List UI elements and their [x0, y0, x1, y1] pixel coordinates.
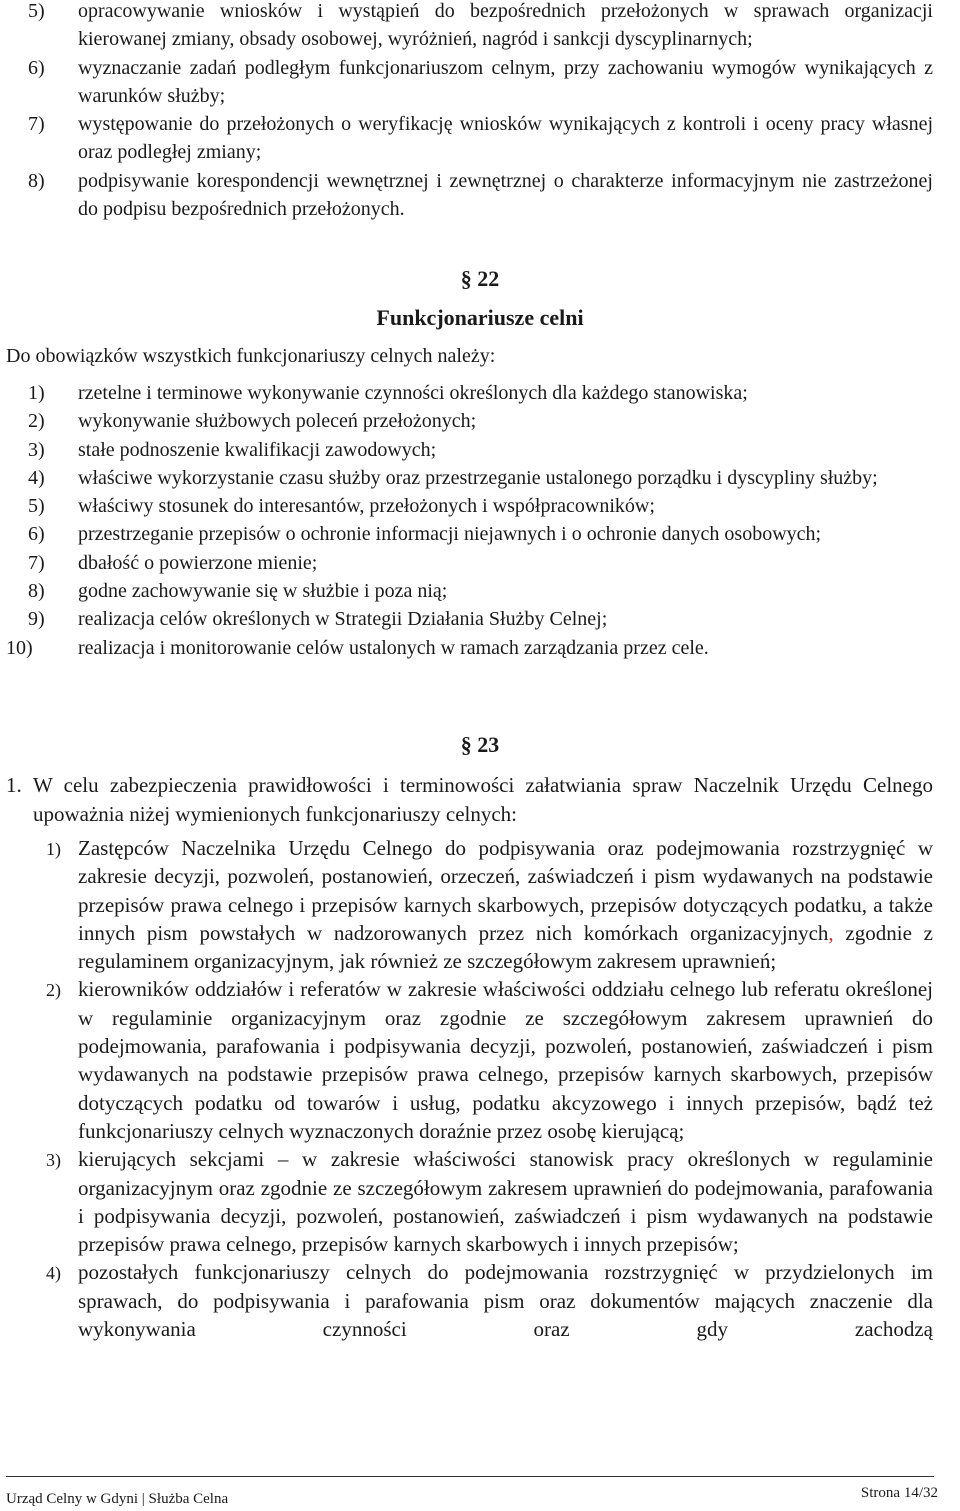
item-text: kierujących sekcjami – w zakresie właściwości stanowisk pracy określonych w regulaminie organizacyjnym oraz zgodnie ze szczegółowym zakresem uprawnień do podejmowania, parafowania i podpisywania decyzji, pozwoleń, postanowień, zaświadczeń i pism wydawanych na podstawie przepisów prawa celnego, przepisów karnych skarbowych i innych przepisów; — [78, 1147, 933, 1257]
item-text: realizacja celów określonych w Strategii Działania Służby Celnej; — [78, 608, 608, 631]
item-number: 6) — [28, 56, 45, 79]
list-item — [0, 436, 960, 464]
item-number: 2) — [46, 980, 61, 1001]
page-number: Strona 14/32 — [860, 1485, 938, 1501]
numbered-paragraph — [0, 771, 960, 829]
item-text: wyznaczanie zadań podległym funkcjonariuszom celnym, przy zachowaniu wymogów wynikających z warunków służby; — [78, 56, 933, 107]
list-item — [0, 379, 960, 407]
list-item — [0, 549, 960, 577]
section-22-intro: Do obowiązków wszystkich funkcjonariuszy celnych należy: — [6, 345, 496, 367]
list-top — [0, 0, 960, 223]
item-text: stałe podnoszenie kwalifikacji zawodowych; — [78, 438, 437, 461]
item-number: 5) — [28, 495, 45, 518]
item-text: realizacja i monitorowanie celów ustalonych w ramach zarządzania przez cele. — [78, 636, 709, 659]
item-number: 5) — [28, 0, 45, 22]
section-23-paragraph — [0, 771, 960, 829]
list-item — [0, 1145, 960, 1258]
list-item — [0, 464, 960, 492]
item-text: Zastępców Naczelnika Urzędu Celnego do podpisywania oraz podejmowania rozstrzygnięć w zakresie decyzji, pozwoleń, postanowień, orzeczeń, zaświadczeń i pism wydawanych na podstawie przepisów prawa celnego i przepisów karnych skarbowych, przepisów dotyczących podatku, a także innych pism powstałych w nadzorowanych przez nich komórkach organizacyjnych — [78, 836, 933, 945]
item-number: 1) — [46, 839, 61, 859]
section-22-title: Funkcjonariusze celni — [376, 305, 584, 330]
item-number: 1) — [28, 382, 45, 404]
item-text: dbałość o powierzone mienie; — [78, 551, 318, 574]
item-number: 10) — [6, 636, 33, 659]
item-number: 6) — [28, 523, 45, 546]
item-number: 8) — [28, 580, 45, 603]
item-number: 2) — [28, 410, 45, 433]
item-number: 7) — [28, 551, 45, 574]
list-section-23 — [0, 834, 960, 1343]
item-number: 7) — [28, 113, 45, 136]
item-text: pozostałych funkcjonariuszy celnych do podejmowania rozstrzygnięć w przydzielonych im sprawach, do podpisywania i parafowania pism oraz dokumentów mających znaczenie dla wykonywania czynności oraz gdy zachodzą — [78, 1260, 933, 1342]
item-text: opracowywanie wniosków i wystąpień do bezpośrednich przełożonych w sprawach organizacji kierowanej zmiany, obsady osobowej, wyróżnień, nagród i sankcji dyscyplinarnych; — [78, 0, 933, 51]
footer-office: Urząd Celny w Gdyni | Służba Celna — [6, 1491, 229, 1507]
item-text: wykonywanie służbowych poleceń przełożonych; — [78, 410, 477, 433]
item-text: kierowników oddziałów i referatów w zakresie właściwości oddziału celnego lub referatu określonej w regulaminie organizacyjnym oraz zgodnie ze szczegółowym zakresem uprawnień do podejmowania, parafowania i podpisywania decyzji, pozwoleń, postanowień, zaświadczeń i pism wydawanych na podstawie przepisów prawa celnego, przepisów karnych skarbowych, przepisów dotyczących podatku od towarów i usług, podatku akcyzowego i innych przepisów, bądź też funkcjonariuszy celnych wyznaczonych doraźnie przez osobę kierującą; — [78, 977, 933, 1143]
item-text: właściwe wykorzystanie czasu służby oraz przestrzeganie ustalonego porządku i dyscypliny służby; — [78, 466, 878, 489]
page-footer — [6, 1476, 938, 1507]
list-item — [0, 577, 960, 605]
list-item — [0, 520, 960, 548]
list-item — [0, 1258, 960, 1343]
list-item — [0, 167, 960, 224]
item-text: rzetelne i terminowe wykonywanie czynności określonych dla każdego stanowiska; — [78, 382, 748, 404]
paragraph-text: W celu zabezpieczenia prawidłowości i terminowości załatwiania spraw Naczelnik Urzędu Celnego upoważnia niżej wymienionych funkcjonariuszy celnych: — [33, 773, 933, 826]
list-item — [0, 54, 960, 111]
item-text-continued: zgodnie z regulaminem organizacyjnym, jak również ze szczegółowym zakresem uprawnień; — [78, 920, 933, 974]
list-section-22 — [0, 379, 960, 662]
highlighted-comma: , — [828, 920, 834, 945]
item-number: 3) — [46, 1150, 61, 1171]
item-number: 8) — [28, 169, 45, 192]
list-item — [0, 605, 960, 633]
item-text: podpisywanie korespondencji wewnętrznej i zewnętrznej o charakterze informacyjnym nie zastrzeżonej do podpisu bezpośrednich przełożonych. — [78, 169, 933, 221]
section-22-mark: § 22 — [460, 266, 500, 291]
list-item — [0, 0, 960, 54]
list-item — [0, 492, 960, 520]
item-number: 9) — [28, 608, 45, 631]
item-number: 4) — [28, 466, 45, 489]
list-item — [0, 834, 960, 975]
item-text: godne zachowywanie się w służbie i poza nią; — [78, 580, 448, 603]
item-text: przestrzeganie przepisów o ochronie informacji niejawnych i o ochronie danych osobowych; — [78, 523, 822, 546]
list-item — [0, 634, 960, 662]
section-23-mark: § 23 — [460, 732, 500, 757]
list-item — [0, 407, 960, 435]
item-text: właściwy stosunek do interesantów, przełożonych i współpracowników; — [78, 495, 655, 518]
list-item — [0, 975, 960, 1145]
paragraph-number: 1. — [6, 773, 22, 797]
item-text: występowanie do przełożonych o weryfikację wniosków wynikających z kontroli i oceny pracy własnej oraz podległej zmiany; — [78, 113, 933, 164]
item-number: 4) — [46, 1263, 61, 1284]
item-number: 3) — [28, 438, 45, 461]
list-item — [0, 110, 960, 167]
